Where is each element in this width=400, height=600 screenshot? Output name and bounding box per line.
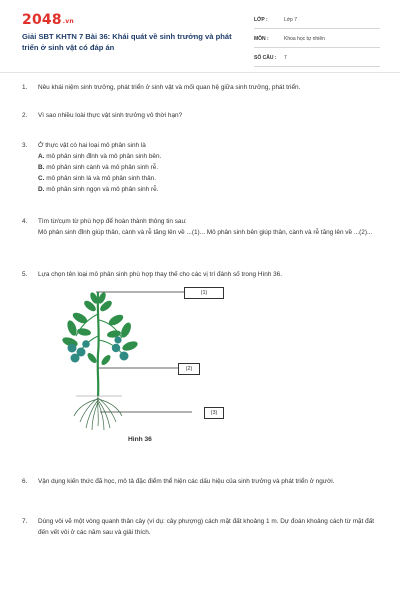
question-text: Ở thực vật có hai loại mô phân sinh là [38,142,146,149]
question-number: 4. [22,218,28,225]
logo-text: 2048 [22,12,62,28]
leaf [76,327,91,336]
option-letter: A. [38,153,45,160]
question-item [22,140,382,195]
question-text: Vận dụng kiến thức đã học, mô tả đặc điểm thể hiện các dấu hiệu của sinh trưởng và phát triển ở người. [38,478,335,485]
question-text: Lựa chọn tên loại mô phân sinh phù hợp thay thế cho các vị trí đánh số trong Hình 36. [38,271,283,278]
figure-label-3: (3) [204,407,224,419]
fruit [114,336,121,343]
question-number: 3. [22,142,28,149]
option-letter: C. [38,175,45,182]
question-text: Nêu khái niệm sinh trưởng, phát triển ở sinh vật và mối quan hệ giữa sinh trưởng, phát triển. [38,84,301,91]
question-number: 2. [22,112,28,119]
answer-option [38,151,382,162]
option-letter: B. [38,164,45,171]
plant-stem [98,292,99,396]
fruit [68,344,77,353]
question-text-continued: Mô phân sinh đỉnh giúp thân, cành và rễ tăng lên về ...(1)... Mô phân sinh bên giúp thân, cành và rễ tăng lên về ...(2)... [38,229,373,236]
question-text: Vì sao nhiều loài thực vật sinh trưởng vô thời hạn? [38,112,183,119]
meta-panel [254,13,380,70]
meta-value: 7 [284,55,287,61]
question-item [22,269,382,280]
answer-option [38,184,382,195]
fruit [112,344,120,352]
fruit [120,352,129,361]
meta-class-row [254,13,380,29]
meta-value: Lớp 7 [284,17,298,23]
page-title: Giải SBT KHTN 7 Bài 36: Khái quát về sinh trưởng và phát triển ở sinh vật có đáp án [22,32,232,52]
option-text: mô phân sinh đỉnh và mô phân sinh bên. [46,153,162,160]
meta-label: LỚP : [254,17,268,23]
option-letter: D. [38,186,45,193]
question-number: 1. [22,84,28,91]
logo-suffix: .vn [62,18,74,25]
question-number: 6. [22,478,28,485]
leaf [86,351,98,364]
question-item [22,476,382,487]
meta-label: SỐ CÂU : [254,55,277,61]
question-text: Dùng vôi vẽ một vòng quanh thân cây (ví dụ: cây phượng) cách mặt đất khoảng 1 m. Dự đoán khoảng cách từ mặt đất đến vết vôi ở các năm sau và giải thích. [38,518,375,536]
leaf [100,353,112,366]
figure-36 [56,284,236,434]
header-divider [0,72,400,73]
meta-subject-row [254,32,380,48]
meta-count-row [254,51,380,67]
figure-label-2: (2) [178,363,200,375]
question-item [22,82,382,93]
figure-caption: Hình 36 [128,436,152,443]
question-item [22,216,382,238]
root-system [74,396,122,430]
option-text: mô phân sinh cành và mô phân sinh rễ. [46,164,159,171]
question-item [22,110,382,121]
meta-label: MÔN : [254,36,269,42]
page-header [0,0,400,70]
fruit [71,354,80,363]
site-logo[interactable] [22,12,74,28]
answer-option [38,173,382,184]
option-text: mô phân sinh ngọn và mô phân sinh rễ. [46,186,159,193]
question-text: Tìm từ/cụm từ phù hợp để hoàn thành thông tin sau: [38,218,187,225]
figure-label-1: (1) [184,287,224,299]
answer-option [38,162,382,173]
question-number: 7. [22,518,28,525]
leaf [121,340,139,353]
question-item [22,516,382,538]
option-text: mô phân sinh lá và mô phân sinh thân. [46,175,156,182]
meta-value: Khoa học tự nhiên [284,36,325,42]
fruit [82,340,90,348]
question-number: 5. [22,271,28,278]
